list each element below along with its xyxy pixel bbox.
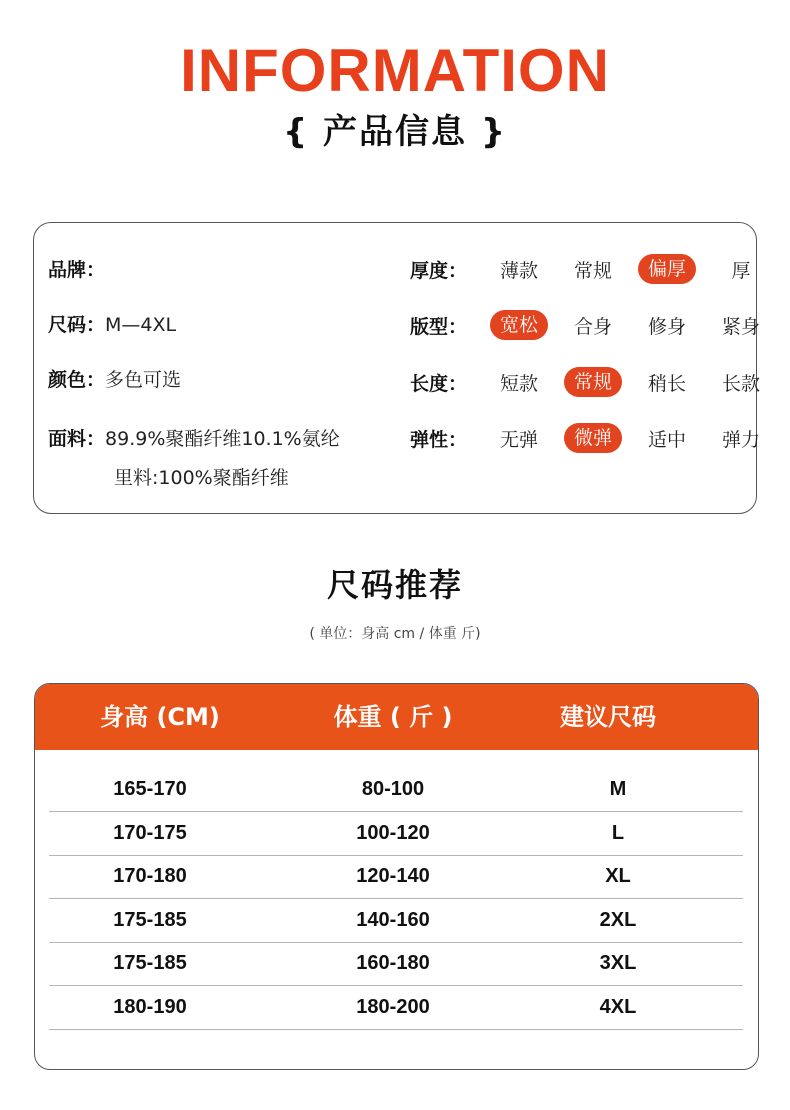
attribute-option: [704, 369, 778, 396]
attribute-label: 厚度：: [410, 259, 468, 282]
attribute-option: [704, 256, 778, 283]
size-cell: XL: [605, 865, 631, 887]
attribute-option-selected: [556, 367, 630, 397]
attribute-option-label: 弹力: [721, 428, 760, 451]
attribute-option: [482, 425, 556, 452]
attribute-option-label: 短款: [499, 372, 538, 395]
spec-fabric-value: 89.9%聚酯纤维10.1%氨纶: [105, 428, 340, 450]
attribute-option-label: 薄款: [499, 259, 538, 282]
spec-brand: [48, 258, 105, 282]
attribute-option: [482, 369, 556, 396]
weight-cell: 120-140: [356, 865, 430, 887]
header-size: 建议尺码: [560, 703, 656, 731]
product-info-card: [33, 222, 760, 514]
weight-cell: 160-180: [356, 952, 430, 974]
attribute-option-label: 适中: [647, 428, 686, 451]
table-row: [49, 855, 743, 899]
spec-size-value: M—4XL: [105, 314, 177, 336]
table-row: [49, 768, 743, 812]
size-cell: M: [609, 778, 627, 800]
weight-cell: 140-160: [356, 908, 430, 931]
size-guide-title: 尺码推荐: [326, 566, 463, 604]
attribute-option-label: 紧身: [721, 315, 760, 338]
page-subtitle: { 产品信息 }: [282, 112, 508, 152]
spec-size: [48, 313, 176, 337]
spec-color-label: 颜色：: [48, 369, 106, 391]
weight-cell: 180-200: [356, 995, 430, 1018]
spec-fabric-label: 面料：: [48, 428, 106, 450]
attribute-option-label: 合身: [573, 315, 612, 338]
attribute-option: [630, 425, 704, 452]
height-cell: 170-180: [113, 865, 187, 887]
attribute-option-label: 常规: [573, 259, 612, 282]
spec-color-value: 多色可选: [105, 369, 182, 391]
attribute-option-label: 微弹: [564, 423, 622, 453]
spec-brand-label: 品牌：: [48, 259, 106, 281]
spec-size-label: 尺码：: [48, 314, 106, 336]
spec-color: [48, 368, 181, 392]
header-weight: 体重 ( 斤 ): [333, 703, 453, 731]
table-row: [49, 942, 743, 986]
attribute-option-label: 无弹: [499, 428, 538, 451]
attribute-option-label: 长款: [721, 372, 760, 395]
height-cell: 180-190: [113, 995, 187, 1018]
attribute-option-label: 常规: [564, 367, 622, 397]
attribute-row: [410, 422, 778, 454]
attribute-label: 版型：: [410, 315, 468, 338]
attribute-option: [704, 425, 778, 452]
attribute-option: [630, 312, 704, 339]
weight-cell: 100-120: [356, 821, 430, 844]
size-cell: 4XL: [599, 995, 637, 1018]
attribute-option-selected: [630, 254, 704, 284]
attribute-option: [630, 369, 704, 396]
attribute-option: [556, 256, 630, 283]
attribute-row: [410, 366, 778, 398]
spec-lining-value: 里料:100%聚酯纤维: [114, 467, 289, 489]
attribute-option-selected: [556, 423, 630, 453]
size-table-header: [35, 684, 758, 750]
table-row: [49, 986, 743, 1030]
size-cell: 3XL: [599, 952, 637, 974]
attribute-option-label: 稍长: [647, 372, 686, 395]
table-row: [49, 899, 743, 943]
spec-fabric: [48, 427, 340, 451]
attribute-option-label: 宽松: [490, 310, 548, 340]
height-cell: 175-185: [113, 908, 187, 931]
height-cell: 175-185: [113, 952, 187, 974]
attribute-option-label: 厚: [731, 259, 751, 282]
size-guide-unit-note: ( 单位：身高 cm / 体重 斤): [309, 626, 481, 642]
attribute-option: [704, 312, 778, 339]
attribute-option-label: 修身: [647, 315, 686, 338]
page-title: INFORMATION: [180, 37, 610, 104]
attribute-option: [482, 256, 556, 283]
size-cell: L: [611, 821, 625, 844]
attribute-option-selected: [482, 310, 556, 340]
height-cell: 165-170: [113, 778, 187, 800]
attribute-label: 长度：: [410, 372, 468, 395]
attribute-label: 弹性：: [410, 428, 468, 451]
height-cell: 170-175: [113, 821, 187, 844]
attribute-row: [410, 253, 778, 285]
size-table: [34, 683, 759, 1070]
header-height: 身高 (CM): [100, 703, 220, 731]
attribute-option-label: 偏厚: [638, 254, 696, 284]
size-cell: 2XL: [599, 908, 637, 931]
attribute-option: [556, 312, 630, 339]
attribute-row: [410, 309, 778, 341]
weight-cell: 80-100: [361, 778, 425, 800]
table-row: [49, 812, 743, 856]
